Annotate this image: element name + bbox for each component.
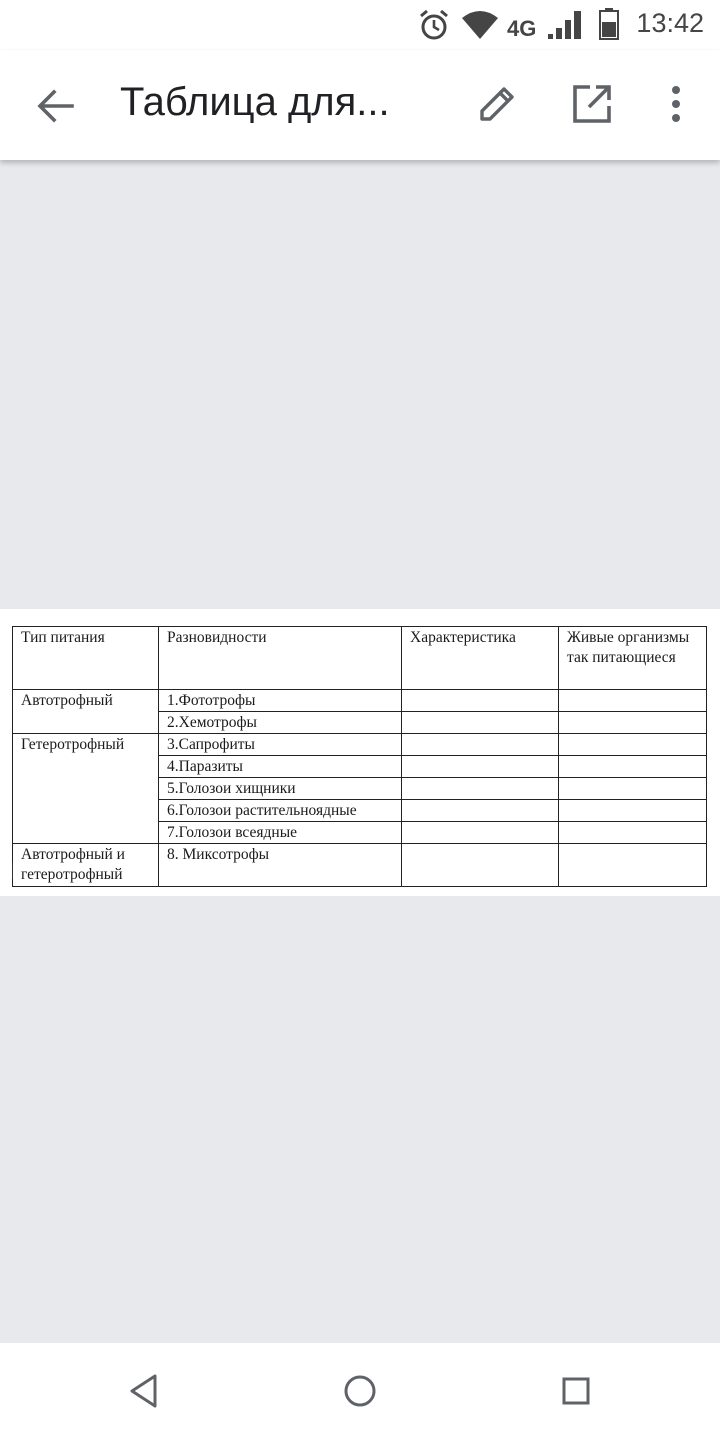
system-nav-bar	[0, 1343, 720, 1440]
table-header-cell: Разновидности	[159, 627, 402, 690]
nutrition-types-table	[12, 626, 707, 887]
variety-cell: 1.Фототрофы	[159, 690, 402, 712]
nutrition-type-cell: Автотрофный	[13, 690, 159, 734]
app-bar	[0, 50, 720, 160]
empty-cell	[402, 822, 559, 844]
empty-cell	[559, 778, 707, 800]
table-row	[13, 844, 707, 887]
back-arrow-icon[interactable]	[36, 86, 76, 126]
home-circle-icon[interactable]	[343, 1373, 377, 1409]
empty-cell	[559, 844, 707, 887]
empty-cell	[559, 734, 707, 756]
text-cursor	[12, 862, 13, 879]
table-header-row	[13, 627, 707, 690]
variety-cell: 5.Голозои хищники	[159, 778, 402, 800]
document-page	[0, 609, 720, 896]
empty-cell	[559, 690, 707, 712]
edit-pencil-icon[interactable]	[476, 83, 518, 125]
wifi-icon	[461, 10, 499, 40]
empty-cell	[402, 844, 559, 887]
empty-cell	[402, 712, 559, 734]
empty-cell	[402, 690, 559, 712]
recents-square-icon[interactable]	[561, 1373, 591, 1409]
variety-cell: 7.Голозои всеядные	[159, 822, 402, 844]
signal-icon	[548, 10, 584, 40]
empty-cell	[559, 756, 707, 778]
page-title: Таблица для...	[120, 80, 390, 124]
variety-cell: 4.Паразиты	[159, 756, 402, 778]
variety-cell: 2.Хемотрофы	[159, 712, 402, 734]
empty-cell	[402, 800, 559, 822]
table-header-cell: Тип питания	[13, 627, 159, 690]
empty-cell	[559, 822, 707, 844]
battery-icon	[598, 8, 620, 40]
status-time: 13:42	[636, 8, 704, 38]
variety-cell: 6.Голозои растительноядные	[159, 800, 402, 822]
document-viewer[interactable]	[0, 160, 720, 1343]
table-row	[13, 690, 707, 712]
empty-cell	[559, 800, 707, 822]
alarm-icon	[418, 8, 450, 42]
table-header-cell: Живые организмы так питающиеся	[559, 627, 707, 690]
network-type-label: 4G	[507, 16, 537, 41]
table-header-cell: Характеристика	[402, 627, 559, 690]
empty-cell	[559, 712, 707, 734]
variety-cell: 3.Сапрофиты	[159, 734, 402, 756]
nutrition-type-cell: Автотрофный и гетеротрофный	[13, 844, 159, 887]
empty-cell	[402, 734, 559, 756]
empty-cell	[402, 778, 559, 800]
status-bar	[0, 0, 720, 50]
empty-cell	[402, 756, 559, 778]
open-external-icon[interactable]	[572, 84, 612, 124]
table-row	[13, 734, 707, 756]
variety-cell: 8. Миксотрофы	[159, 844, 402, 887]
back-triangle-icon[interactable]	[128, 1373, 160, 1409]
more-vert-icon[interactable]	[669, 85, 683, 125]
nutrition-type-cell: Гетеротрофный	[13, 734, 159, 844]
